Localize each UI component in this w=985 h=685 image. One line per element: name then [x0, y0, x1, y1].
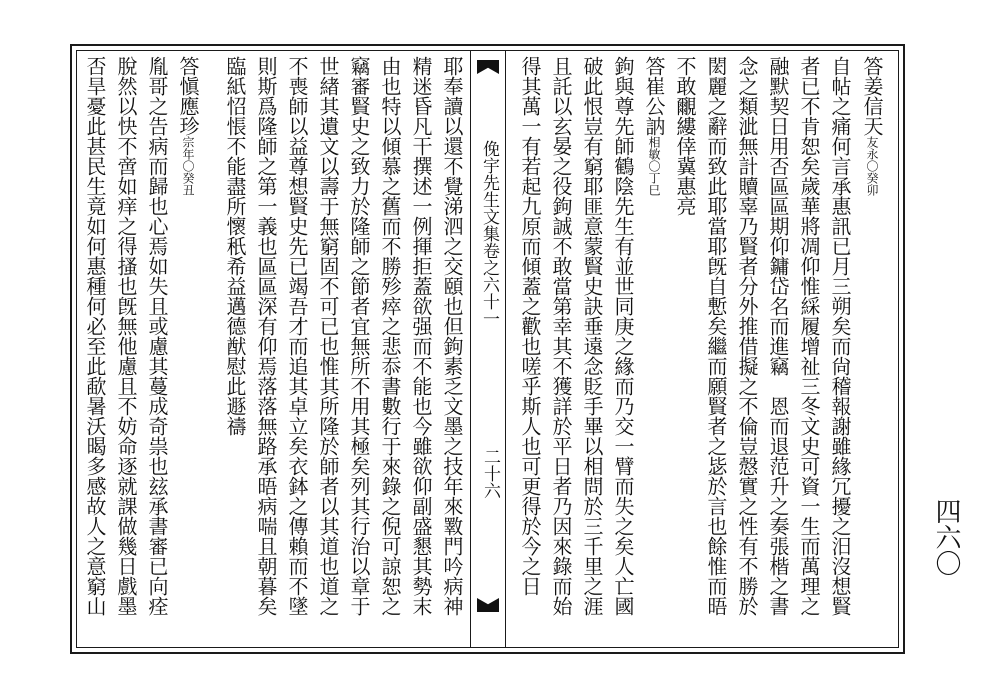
text-column: 自帖之痛何言承惠訊已月三朔矣而尙稽報謝雖緣冗擾之汨沒想賢	[828, 56, 852, 616]
letter1-heading: 答姜信天友永〇癸卯	[860, 56, 884, 196]
page-number: 四六〇	[931, 498, 961, 576]
text-column: 不喪師以益尊想賢史先已竭吾才而追其卓立矣衣鉢之傳賴而不墜	[285, 56, 309, 616]
folio-number: 二十六	[480, 448, 500, 499]
text-column: 脫然以快不啻如痒之得搔也旣無他慮且不妨命逐就課做幾日戲墨	[114, 56, 138, 616]
text-column: 融默契日用否區區期仰鏞岱名而進竊 恩而退范升之奏張楷之書	[766, 56, 790, 616]
text-column: 不敢覼縷倖冀惠亮	[673, 56, 697, 216]
text-column: 鉤與尊先師鶴陰先生有並世同庚之緣而乃交一臂而失之矣人亡國	[611, 56, 635, 616]
text-column: 臨紙怊悵不能盡所懷秖希益邁德猷慰此遯禱	[223, 56, 247, 436]
text-column: 破此恨豈有窮耶匪意蒙賢史訣垂遠念貶手畢以相問於三千里之涯	[580, 56, 604, 616]
text-column: 否旱憂此甚民生竟如何惠種何必至此歃暑沃暍多感故人之意窮山	[83, 56, 107, 616]
text-column: 者已不肯恕矣歲華將凋仰惟綵履增祉三冬文史可資一生而萬理之	[797, 56, 821, 616]
text-column: 念之類泚無計贖辜乃賢者分外推借擬之不倫豈慤實之性有不勝於	[735, 56, 759, 616]
text-column: 竊審賢史之致力於隆師之節者宜無所不用其極矣列其行治以章于	[347, 56, 371, 616]
text-column: 則斯爲隆師之第一義也區區深有仰焉落落無路承晤病喘且朝暮矣	[254, 56, 278, 616]
text-column: 閎麗之辭而致此耶當耶旣自慙矣繼而願賢者之毖於言也餘惟而晤	[704, 56, 728, 616]
text-column: 且託以玄晏之役鉤誠不敢當第幸其不獲詳於平日者乃因來錄而始	[549, 56, 573, 616]
text-column: 得其萬一有若起九原而傾蓋之歡也嗟乎斯人也可更得於今之日	[518, 56, 542, 596]
text-column: 世緖其遺文以壽于無窮固不可已也惟其所隆於師者以其道也道之	[316, 56, 340, 616]
text-column: 胤哥之告病而歸也心焉如失且或慮其蔓成奇祟也玆承書審已向痊	[145, 56, 169, 616]
text-column: 耶奉讀以還不覺涕泗之交頤也但鉤素乏文墨之技年來斁門吟病神	[440, 56, 464, 616]
letter2-heading: 答崔公訥相敏〇丁巳	[642, 56, 666, 196]
text-column: 精迷昏凡干撰述一例揮拒蓋欲强而不能也今雖欲仰副盛懇其勢末	[409, 56, 433, 616]
letter3-heading: 答愼應珍宗年〇癸丑	[176, 56, 200, 196]
collection-title: 俛宇先生文集卷之六十一	[479, 140, 499, 327]
text-column: 由也特以傾慕之舊而不勝殄瘁之悲忝書數行于來錄之倪可諒恕之	[378, 56, 402, 616]
